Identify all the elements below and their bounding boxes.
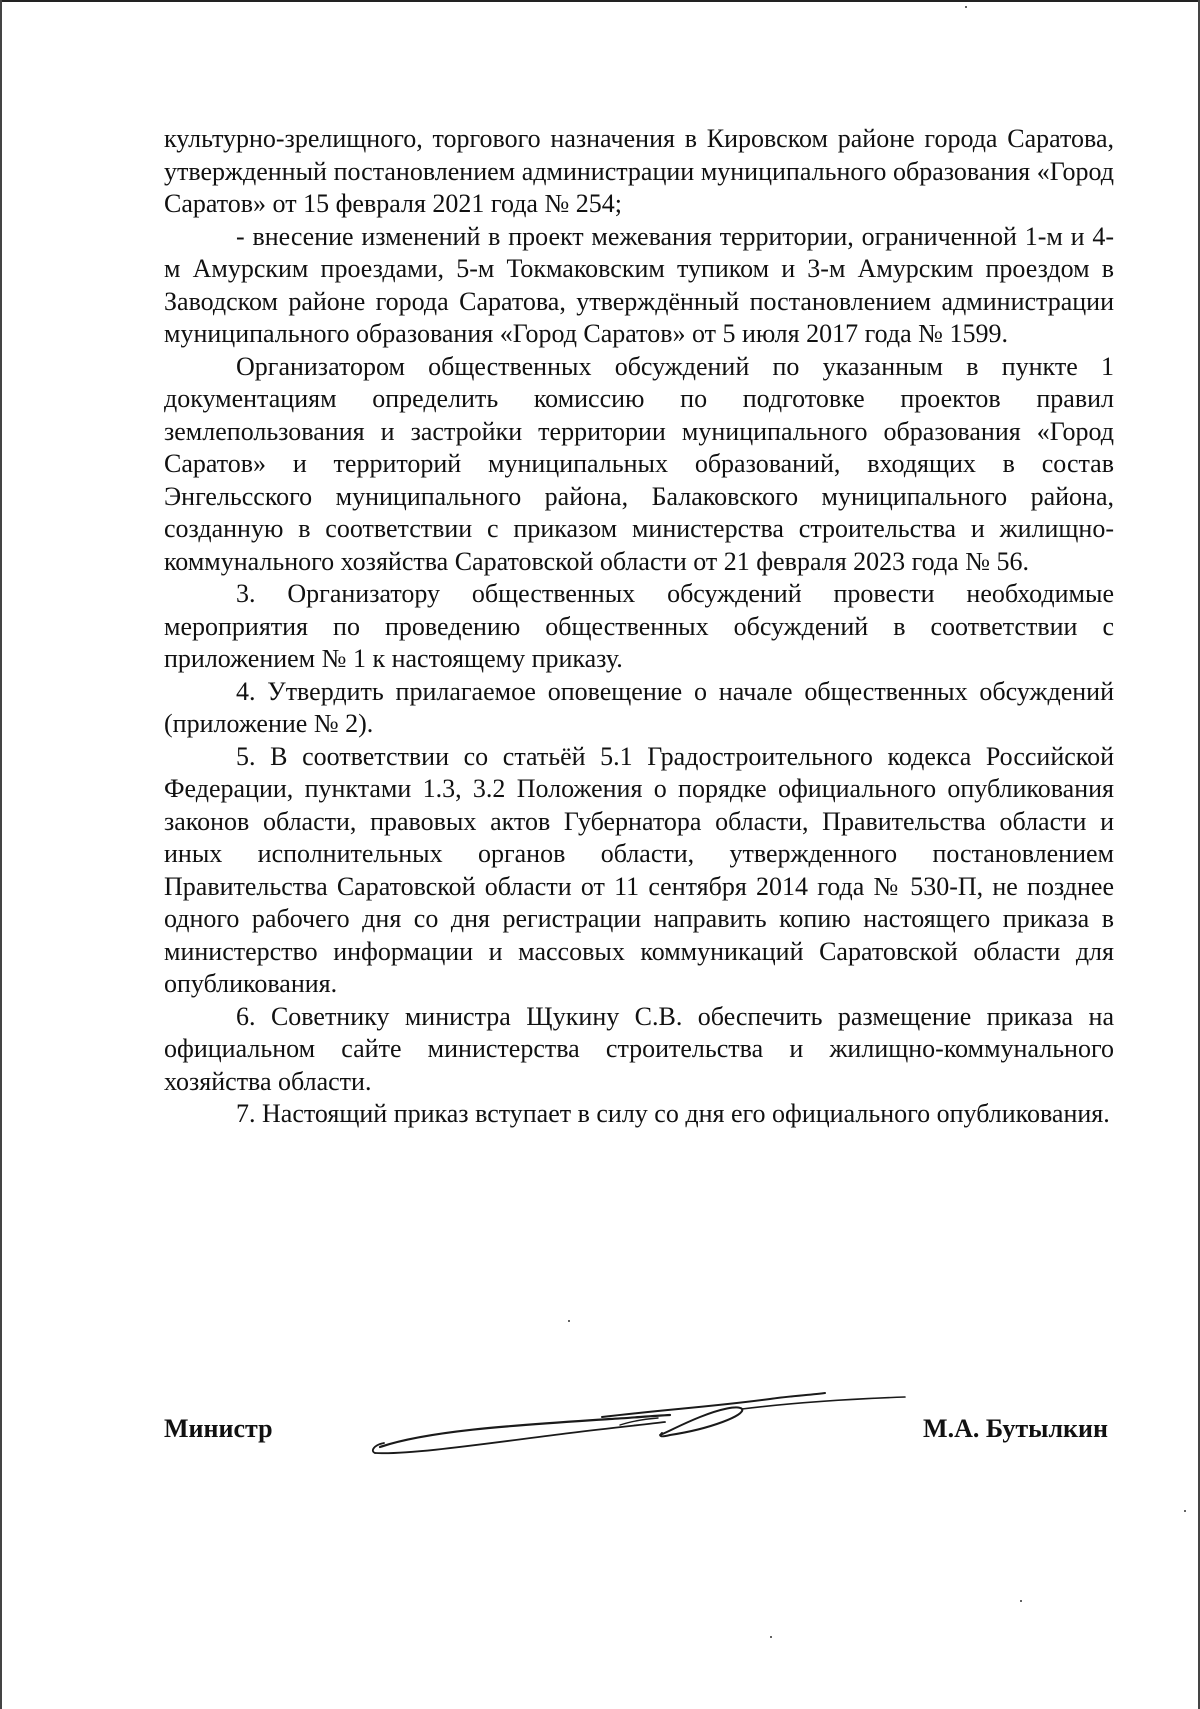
paragraph-item-5: 5. В соответствии со статьёй 5.1 Градостроительного кодекса Российской Федерации, пунктами 1.3, 3.2 Положения о порядке официального опубликования законов области, правовых актов Губернатора области, Правительства области и иных исполнительных органов области, утвержденного постановлением Правительства Саратовской области от 11 сентября 2014 года № 530-П, не позднее одного рабочего дня со дня регистрации направить копию настоящего приказа в министерство информации и массовых коммуникаций Саратовской области для опубликования. (164, 741, 1114, 998)
paragraph-item-7: 7. Настоящий приказ вступает в силу со дня его официального опубликования. (236, 1099, 1110, 1128)
paragraph-item-4: 4. Утвердить прилагаемое оповещение о начале общественных обсуждений (приложение № 2). (164, 676, 1114, 738)
paragraph-continuation: культурно-зрелищного, торгового назначения в Кировском районе города Саратова, утвержденный постановлением администрации муниципального образования «Город Саратов» от 15 февраля 2021 года № 254; (164, 124, 1114, 218)
paragraph-organizer: Организатором общественных обсуждений по указанным в пункте 1 документациям определить комиссию по подготовке проектов правил землепользования и застройки территории муниципального образования «Город Саратов» и территорий муниципальных образований, входящих в состав Энгельсского муниципального района, Балаковского муниципального района, созданную в соответствии с приказом министерства строительства и жилищно-коммунального хозяйства Саратовской области от 21 февраля 2023 года № 56. (164, 351, 1114, 576)
signature-block (164, 1414, 1108, 1454)
scan-edge-left (0, 0, 2, 1709)
scan-speck (568, 1320, 570, 1322)
document-body (164, 123, 1114, 1131)
paragraph-item-3: 3. Организатору общественных обсуждений провести необходимые мероприятия по проведению общественных обсуждений в соответствии с приложением № 1 к настоящему приказу. (164, 579, 1114, 673)
signatory-name: М.А. Бутылкин (923, 1414, 1108, 1443)
signatory-position: Министр (164, 1414, 273, 1443)
scan-speck (1020, 1600, 1022, 1602)
paragraph-survey-amendment: - внесение изменений в проект межевания территории, ограниченной 1-м и 4-м Амурским проездами, 5-м Токмаковским тупиком и 3-м Амурским проездом в Заводском районе города Саратова, утверждённый постановлением администрации муниципального образования «Город Саратов» от 5 июля 2017 года № 1599. (164, 221, 1114, 348)
scan-speck (1184, 1510, 1186, 1512)
paragraph-item-6: 6. Советнику министра Щукину С.В. обеспечить размещение приказа на официальном сайте министерства строительства и жилищно-коммунального хозяйства области. (164, 1001, 1114, 1096)
scan-edge-top (0, 0, 1200, 2)
scan-speck (770, 1636, 772, 1638)
scan-speck (965, 6, 967, 8)
